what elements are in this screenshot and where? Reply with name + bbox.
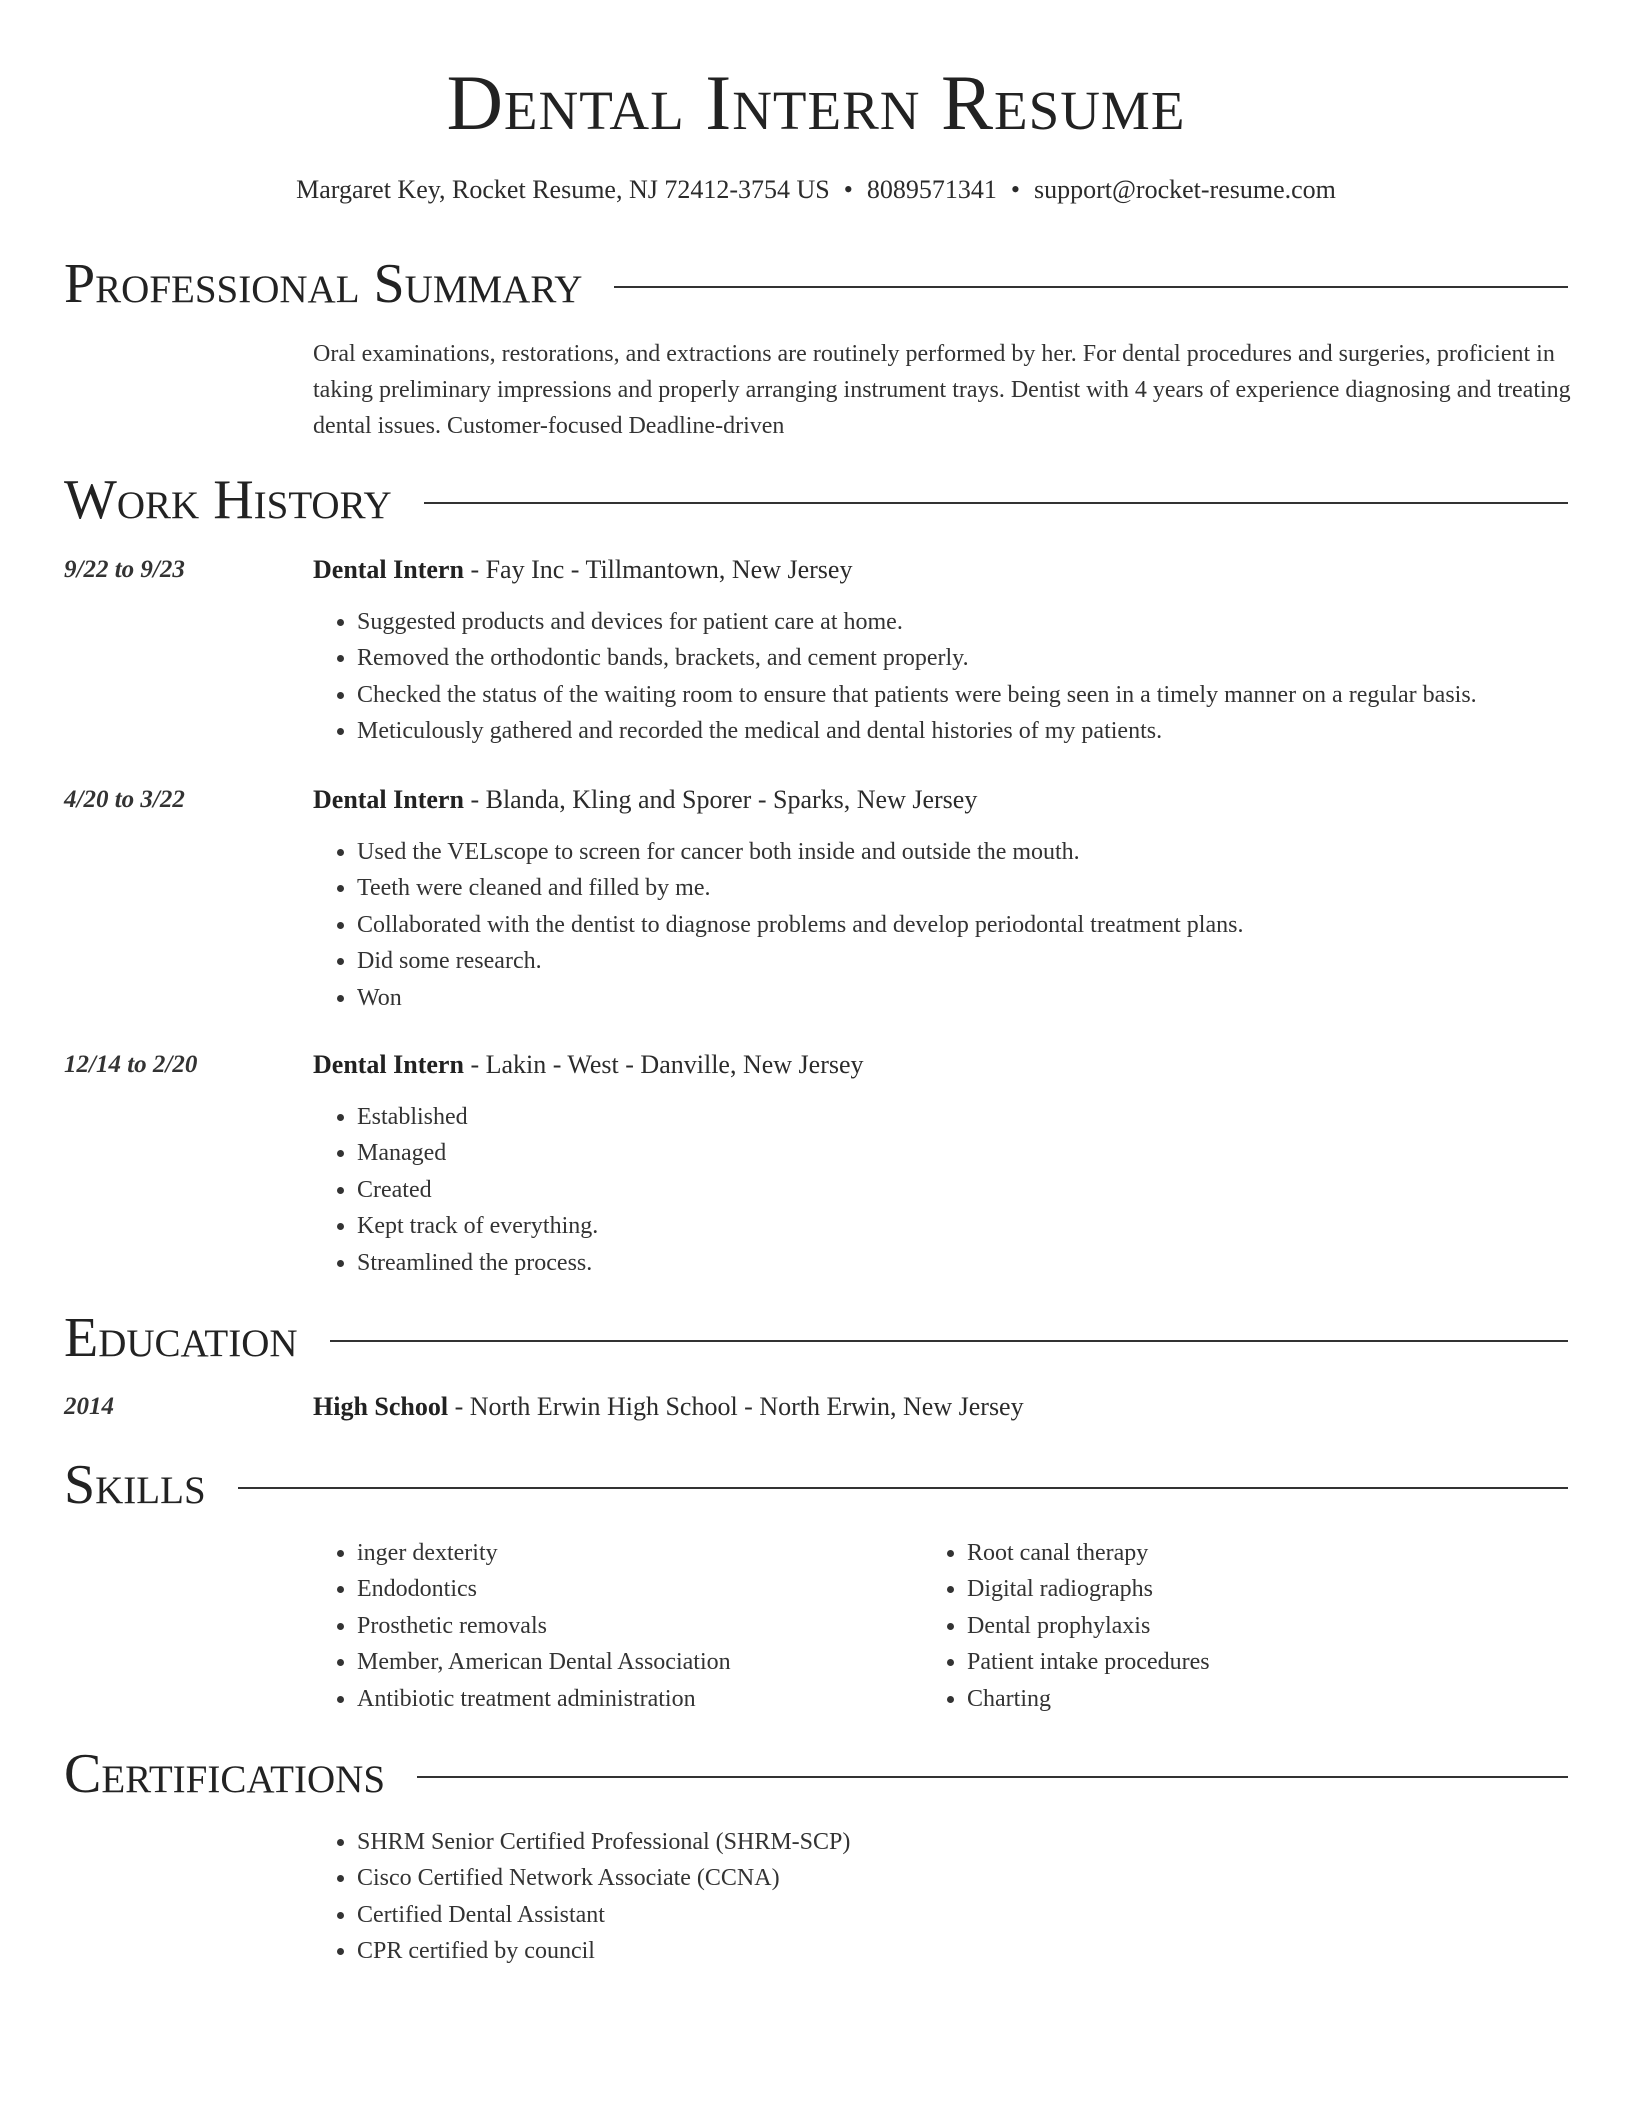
section-heading-text: Certifications [64, 1743, 386, 1805]
section-heading-education [64, 1306, 1568, 1370]
section-divider [424, 502, 1568, 504]
job-dates: 12/14 to 2/20 [64, 1051, 198, 1078]
skill-item: • Antibiotic treatment administration [357, 1681, 917, 1717]
resume-title: Dental Intern Resume [446, 59, 1186, 146]
job-bullet: • Checked the status of the waiting room to ensure that patients were being seen in a timely manner on a regular basis. [357, 677, 1632, 713]
skill-item: • Patient intake procedures [967, 1644, 1527, 1680]
skill-item: • inger dexterity [357, 1535, 917, 1571]
section-divider [238, 1487, 1568, 1489]
job-bullet: • Won [357, 980, 1632, 1016]
section-divider [417, 1776, 1568, 1778]
skill-item: • Dental prophylaxis [967, 1608, 1527, 1644]
contact-email: support@rocket-resume.com [1033, 175, 1336, 204]
skills-column-right [923, 1535, 1527, 1717]
job-bullet: • Created [357, 1172, 1632, 1208]
job-bullet: • Did some research. [357, 943, 1632, 979]
certification-item: • SHRM Senior Certified Professional (SHRM-SCP) [357, 1824, 1632, 1860]
job-bullet: • Managed [357, 1135, 1632, 1171]
skills-column-left [313, 1535, 917, 1717]
job-title: Dental Intern [313, 785, 464, 814]
education-heading [313, 1389, 1563, 1425]
job-bullets [313, 834, 1632, 1016]
job-heading [313, 782, 1563, 818]
section-heading-text: Education [64, 1307, 298, 1369]
job-heading [313, 552, 1563, 588]
education-degree: High School [313, 1392, 449, 1421]
certification-item: • CPR certified by council [357, 1933, 1632, 1969]
skill-item: • Digital radiographs [967, 1571, 1527, 1607]
job-details: - Fay Inc - Tillmantown, New Jersey [463, 555, 853, 584]
job-bullet: • Teeth were cleaned and filled by me. [357, 870, 1632, 906]
contact-separator: • [1010, 175, 1020, 204]
job-bullet: • Used the VELscope to screen for cancer both inside and outside the mouth. [357, 834, 1632, 870]
job-bullets [313, 604, 1632, 750]
skill-item: • Endodontics [357, 1571, 917, 1607]
section-heading-skills [64, 1453, 1568, 1517]
skill-item: • Prosthetic removals [357, 1608, 917, 1644]
skill-item: • Root canal therapy [967, 1535, 1527, 1571]
skill-item: • Member, American Dental Association [357, 1644, 917, 1680]
job-bullet: • Meticulously gathered and recorded the medical and dental histories of my patients. [357, 713, 1632, 749]
job-dates: 4/20 to 3/22 [64, 786, 185, 813]
education-year: 2014 [64, 1393, 114, 1420]
contact-line [0, 172, 1632, 208]
job-bullet: • Collaborated with the dentist to diagnose problems and develop periodontal treatment plans. [357, 907, 1632, 943]
certification-item: • Certified Dental Assistant [357, 1897, 1632, 1933]
section-heading-work-history [64, 468, 1568, 532]
section-divider [614, 286, 1568, 288]
job-details: - Blanda, Kling and Sporer - Sparks, New Jersey [463, 785, 978, 814]
certification-item: • Cisco Certified Network Associate (CCNA) [357, 1860, 1632, 1896]
contact-phone: 8089571341 [866, 175, 997, 204]
job-title: Dental Intern [313, 555, 464, 584]
contact-address: Margaret Key, Rocket Resume, NJ 72412-3754 US [296, 175, 830, 204]
job-bullet: • Removed the orthodontic bands, brackets, and cement properly. [357, 640, 1632, 676]
job-bullet: • Streamlined the process. [357, 1245, 1632, 1281]
summary-text: Oral examinations, restorations, and extractions are routinely performed by her. For dental procedures and surgeries, proficient in taking preliminary impressions and properly arranging instrument trays. Dentist with 4 years of experience diagnosing and treating dental issues. Customer-focused Deadline-driven [313, 341, 1571, 439]
section-heading-text: Professional Summary [64, 253, 583, 315]
section-heading-text: Skills [64, 1454, 206, 1516]
section-heading-certifications [64, 1742, 1568, 1806]
certification-bullets [313, 1824, 1632, 1970]
job-dates: 9/22 to 9/23 [64, 556, 185, 583]
section-heading-summary [64, 252, 1568, 316]
job-bullet: • Suggested products and devices for patient care at home. [357, 604, 1632, 640]
skill-item: • Charting [967, 1681, 1527, 1717]
contact-separator: • [843, 175, 853, 204]
job-details: - Lakin - West - Danville, New Jersey [463, 1050, 864, 1079]
job-title: Dental Intern [313, 1050, 464, 1079]
job-bullet: • Kept track of everything. [357, 1208, 1632, 1244]
education-details: - North Erwin High School - North Erwin, New Jersey [448, 1392, 1024, 1421]
job-bullet: • Established [357, 1099, 1632, 1135]
section-heading-text: Work History [64, 469, 392, 531]
section-divider [330, 1340, 1568, 1342]
job-bullets [313, 1099, 1632, 1281]
job-heading [313, 1047, 1563, 1083]
